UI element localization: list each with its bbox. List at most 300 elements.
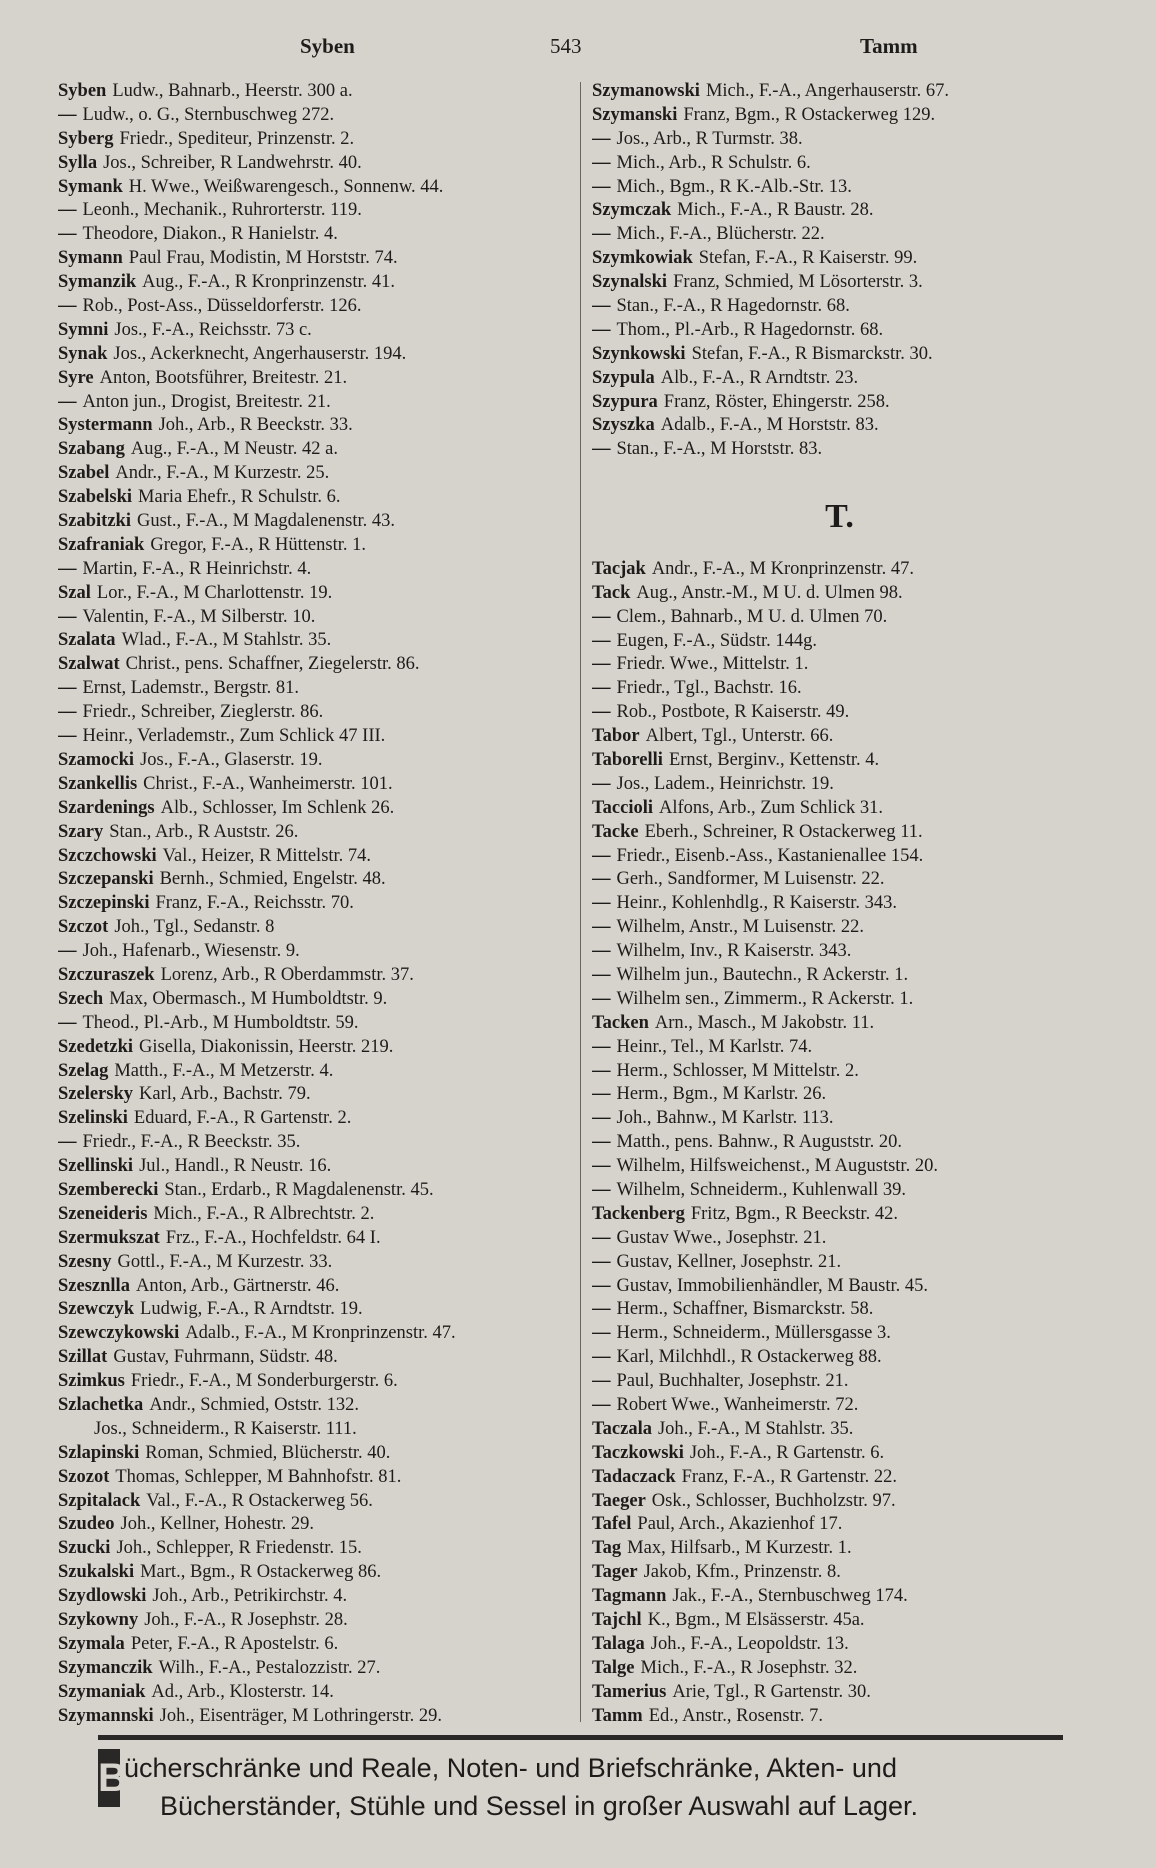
entry-details: Thom., Pl.-Arb., R Hagedornstr. 68. — [616, 319, 884, 340]
directory-entry — [58, 1155, 578, 1179]
directory-entry — [592, 1561, 1087, 1585]
entry-surname: Szelinski — [58, 1108, 128, 1129]
entry-surname: Talge — [592, 1657, 635, 1678]
directory-entry — [58, 1561, 578, 1585]
directory-entry — [592, 1155, 1087, 1179]
directory-entry — [58, 1585, 578, 1609]
entry-details: Alb., Schlosser, Im Schlenk 26. — [160, 797, 395, 818]
entry-surname: Symank — [58, 176, 123, 197]
directory-entry — [592, 104, 1087, 128]
entry-details: Fritz, Bgm., R Beeckstr. 42. — [690, 1203, 898, 1224]
entry-surname: — — [592, 773, 611, 794]
entry-details: Wilh., F.-A., Pestalozzistr. 27. — [158, 1657, 381, 1678]
entry-surname: Szankellis — [58, 773, 138, 794]
directory-entry — [58, 1370, 578, 1394]
directory-entry — [58, 1609, 578, 1633]
entry-details: Joh., F.-A., Leopoldstr. 13. — [650, 1633, 849, 1654]
directory-entry — [592, 1251, 1087, 1275]
entries-t — [592, 558, 1087, 1729]
entry-details: Joh., F.-A., R Gartenstr. 6. — [689, 1442, 885, 1463]
directory-entry — [58, 558, 578, 582]
entry-surname: Tackenberg — [592, 1203, 685, 1224]
directory-entry — [592, 988, 1087, 1012]
entry-details: Friedr., Tgl., Bachstr. 16. — [616, 678, 802, 699]
entry-details: Jos., Schreiber, R Landwehrstr. 40. — [103, 152, 362, 173]
directory-entry — [592, 176, 1087, 200]
entry-surname: Tag — [592, 1538, 622, 1559]
directory-entry — [58, 247, 578, 271]
directory-entry — [592, 606, 1087, 630]
entry-details: Wilhelm, Anstr., M Luisenstr. 22. — [616, 917, 864, 938]
entry-details: Friedr., Schreiber, Zieglerstr. 86. — [82, 702, 324, 723]
directory-entry — [592, 247, 1087, 271]
directory-entry — [592, 1394, 1087, 1418]
entry-details: Franz, F.-A., Reichsstr. 70. — [155, 893, 354, 914]
entry-details: Jos., Schneiderm., R Kaiserstr. 111. — [94, 1418, 357, 1439]
directory-entry — [592, 223, 1087, 247]
directory-entry — [58, 1322, 578, 1346]
directory-entry — [58, 677, 578, 701]
entry-surname: Szczuraszek — [58, 964, 155, 985]
entry-details: Wilhelm sen., Zimmerm., R Ackerstr. 1. — [616, 988, 914, 1009]
directory-entry — [592, 1083, 1087, 1107]
entry-surname: — — [592, 296, 611, 317]
directory-entry — [58, 1060, 578, 1084]
entry-surname: — — [592, 1251, 611, 1272]
entry-surname: Szymaniak — [58, 1681, 146, 1702]
entry-surname: Szabang — [58, 439, 125, 460]
entry-details: Christ., F.-A., Wanheimerstr. 101. — [143, 773, 393, 794]
directory-entry — [58, 1442, 578, 1466]
directory-entry — [592, 964, 1087, 988]
right-column — [592, 80, 1087, 1728]
entry-details: Joh., Bahnw., M Karlstr. 113. — [616, 1108, 834, 1129]
directory-entry — [58, 223, 578, 247]
entry-details: Gustav, Fuhrmann, Südstr. 48. — [113, 1347, 338, 1368]
entry-details: Ernst, Berginv., Kettenstr. 4. — [668, 749, 880, 770]
entry-surname: Szalata — [58, 630, 116, 651]
entry-surname: Szymkowiak — [592, 248, 693, 269]
entry-details: Jos., Ladem., Heinrichstr. 19. — [616, 773, 834, 794]
entry-surname: Szech — [58, 988, 104, 1009]
entry-details: Bernh., Schmied, Engelstr. 48. — [159, 869, 386, 890]
directory-entry — [58, 1083, 578, 1107]
directory-entry — [592, 80, 1087, 104]
entry-details: Alb., F.-A., R Arndtstr. 23. — [660, 367, 859, 388]
directory-entry — [592, 1633, 1087, 1657]
entry-details: Karl, Arb., Bachstr. 79. — [139, 1084, 311, 1105]
entry-details: Andr., F.-A., M Kurzestr. 25. — [115, 463, 330, 484]
directory-entry — [58, 1179, 578, 1203]
directory-entry — [592, 1203, 1087, 1227]
entry-details: Friedr., F.-A., M Sonderburgerstr. 6. — [130, 1371, 398, 1392]
entry-surname: — — [592, 319, 611, 340]
directory-entry — [592, 1370, 1087, 1394]
entry-surname: Syre — [58, 367, 94, 388]
directory-entry — [58, 1203, 578, 1227]
entry-details: Osk., Schlosser, Buchholzstr. 97. — [651, 1490, 896, 1511]
entry-details: Wilhelm, Hilfsweichenst., M Auguststr. 20. — [616, 1156, 938, 1177]
entry-details: Franz, Bgm., R Ostackerweg 129. — [683, 104, 936, 125]
entry-surname: — — [592, 1132, 611, 1153]
entry-details: Gregor, F.-A., R Hüttenstr. 1. — [150, 534, 366, 555]
directory-entry — [592, 295, 1087, 319]
directory-entry — [592, 1418, 1087, 1442]
entry-details: Matth., F.-A., M Metzerstr. 4. — [114, 1060, 334, 1081]
entry-details: Robert Wwe., Wanheimerstr. 72. — [616, 1395, 859, 1416]
entry-surname: Szardenings — [58, 797, 155, 818]
entry-surname: Tacke — [592, 821, 639, 842]
entry-details: Adalb., F.-A., M Kronprinzenstr. 47. — [185, 1323, 456, 1344]
directory-entry — [58, 534, 578, 558]
entry-details: Stan., Erdarb., R Magdalenenstr. 45. — [164, 1179, 434, 1200]
advertisement-line-2: Bücherständer, Stühle und Sessel in großer Auswahl auf Lager. — [160, 1791, 918, 1821]
directory-entry — [592, 892, 1087, 916]
entry-surname: Szczot — [58, 917, 109, 938]
directory-entry — [592, 677, 1087, 701]
entry-surname: — — [58, 200, 77, 221]
left-column — [58, 80, 578, 1728]
directory-entry — [592, 1322, 1087, 1346]
entry-surname: Szabelski — [58, 487, 133, 508]
entry-details: Christ., pens. Schaffner, Ziegelerstr. 86. — [125, 654, 420, 675]
directory-entry — [58, 414, 578, 438]
entry-surname: — — [592, 678, 611, 699]
entry-details: Paul Frau, Modistin, M Horststr. 74. — [128, 248, 398, 269]
entry-details: Heinr., Verlademstr., Zum Schlick 47 III. — [82, 726, 386, 747]
entry-details: Franz, Röster, Ehingerstr. 258. — [663, 391, 890, 412]
entry-surname: — — [592, 1371, 611, 1392]
directory-entry — [592, 1681, 1087, 1705]
entry-details: Maria Ehefr., R Schulstr. 6. — [138, 487, 341, 508]
entry-surname: — — [58, 726, 77, 747]
entry-details: Ad., Arb., Klosterstr. 14. — [151, 1681, 334, 1702]
directory-entry — [58, 606, 578, 630]
entry-details: Stan., F.-A., R Hagedornstr. 68. — [616, 296, 850, 317]
directory-entry — [58, 271, 578, 295]
entry-details: Mart., Bgm., R Ostackerweg 86. — [140, 1562, 382, 1583]
entry-details: Wilhelm jun., Bautechn., R Ackerstr. 1. — [616, 964, 909, 985]
entry-surname: Symanzik — [58, 272, 137, 293]
entry-surname: Symann — [58, 248, 123, 269]
entry-details: K., Bgm., M Elsässerstr. 45a. — [647, 1610, 865, 1631]
entry-details: Eugen, F.-A., Südstr. 144g. — [616, 630, 817, 651]
entry-surname: Szewczykowski — [58, 1323, 180, 1344]
entry-surname: Szczepanski — [58, 869, 154, 890]
entry-surname: Szabel — [58, 463, 110, 484]
entry-surname: Taczala — [592, 1418, 652, 1439]
entry-surname: Szimkus — [58, 1371, 125, 1392]
entry-details: Joh., Schlepper, R Friedenstr. 15. — [116, 1538, 362, 1559]
entry-details: Franz, Schmied, M Lösorterstr. 3. — [673, 272, 923, 293]
entry-surname: Taczkowski — [592, 1442, 684, 1463]
directory-entry — [58, 1657, 578, 1681]
directory-entry — [592, 391, 1087, 415]
directory-entry — [58, 152, 578, 176]
entry-surname: — — [58, 558, 77, 579]
entry-surname: — — [592, 224, 611, 245]
directory-entry — [58, 964, 578, 988]
entry-surname: Szal — [58, 582, 91, 603]
entry-surname: — — [592, 702, 611, 723]
directory-entry — [592, 1036, 1087, 1060]
entry-details: Jos., F.-A., Glaserstr. 19. — [140, 749, 323, 770]
entry-surname: Szabitzki — [58, 511, 131, 532]
page-number: 543 — [550, 34, 582, 58]
entry-surname: Szyszka — [592, 415, 655, 436]
entry-details: Arie, Tgl., R Gartenstr. 30. — [672, 1681, 871, 1702]
entry-surname: Szucki — [58, 1538, 111, 1559]
entry-details: Mich., F.-A., R Josephstr. 32. — [640, 1657, 858, 1678]
column-divider — [580, 82, 581, 1722]
directory-entry — [58, 1537, 578, 1561]
entry-details: Thomas, Schlepper, M Bahnhofstr. 81. — [115, 1466, 402, 1487]
entry-details: H. Wwe., Weißwarengesch., Sonnenw. 44. — [128, 176, 444, 197]
directory-entry — [58, 104, 578, 128]
directory-entry — [58, 80, 578, 104]
entry-surname: Tacjak — [592, 558, 646, 579]
entry-surname: Synak — [58, 343, 108, 364]
entry-details: Aug., F.-A., R Kronprinzenstr. 41. — [142, 272, 396, 293]
directory-entry — [58, 749, 578, 773]
entry-details: Stefan, F.-A., R Bismarckstr. 30. — [691, 343, 933, 364]
entry-details: Val., F.-A., R Ostackerweg 56. — [146, 1490, 373, 1511]
entry-surname: Szudeo — [58, 1514, 115, 1535]
entry-surname: Szukalski — [58, 1562, 135, 1583]
directory-entry — [592, 1609, 1087, 1633]
directory-entry — [58, 176, 578, 200]
entry-surname: Syberg — [58, 128, 114, 149]
entry-details: Andr., Schmied, Oststr. 132. — [149, 1394, 359, 1415]
directory-entry — [58, 582, 578, 606]
entry-details: Lor., F.-A., M Charlottenstr. 19. — [96, 582, 333, 603]
entry-details: Heinr., Kohlenhdlg., R Kaiserstr. 343. — [616, 893, 898, 914]
entry-details: Mich., Bgm., R K.-Alb.-Str. 13. — [616, 176, 852, 197]
advertisement-line-1: ücherschränke und Reale, Noten- und Briefschränke, Akten- und — [124, 1753, 897, 1783]
directory-entry — [58, 510, 578, 534]
entry-surname: — — [592, 1347, 611, 1368]
directory-entry — [592, 1107, 1087, 1131]
entry-surname: Szalwat — [58, 654, 120, 675]
entry-surname: Szesznlla — [58, 1275, 130, 1296]
entry-details: Jos., Arb., R Turmstr. 38. — [616, 128, 803, 149]
entry-details: Ernst, Lademstr., Bergstr. 81. — [82, 678, 299, 699]
entry-surname: Tacken — [592, 1012, 649, 1033]
directory-entry — [58, 199, 578, 223]
directory-entry — [58, 653, 578, 677]
entry-surname: Taccioli — [592, 797, 653, 818]
directory-entry — [58, 821, 578, 845]
directory-entry — [58, 892, 578, 916]
entry-details: Adalb., F.-A., M Horststr. 83. — [660, 415, 879, 436]
entry-surname: Tagmann — [592, 1586, 667, 1607]
entry-details: Valentin, F.-A., M Silberstr. 10. — [82, 606, 316, 627]
entry-details: Mich., F.-A., Blücherstr. 22. — [616, 224, 825, 245]
entry-details: Gisella, Diakonissin, Heerstr. 219. — [139, 1036, 394, 1057]
entry-surname: — — [592, 893, 611, 914]
advertisement-rule — [98, 1735, 1063, 1740]
entry-surname: — — [592, 606, 611, 627]
entry-surname: Szillat — [58, 1347, 108, 1368]
entry-details: Ludw., o. G., Sternbuschweg 272. — [82, 104, 335, 125]
running-head-right: Tamm — [860, 34, 918, 58]
directory-entry — [592, 558, 1087, 582]
entry-surname: Szamocki — [58, 749, 135, 770]
directory-entry — [58, 1418, 578, 1442]
entry-surname: — — [58, 941, 77, 962]
entry-surname: — — [592, 1275, 611, 1296]
entry-details: Eberh., Schreiner, R Ostackerweg 11. — [644, 821, 923, 842]
entry-details: Wilhelm, Schneiderm., Kuhlenwall 39. — [616, 1180, 907, 1200]
directory-entry — [592, 940, 1087, 964]
entry-surname: Tajchl — [592, 1610, 642, 1631]
directory-entry — [58, 1513, 578, 1537]
directory-entry — [592, 1490, 1087, 1514]
entry-details: Herm., Schneiderm., Müllersgasse 3. — [616, 1323, 891, 1344]
entry-details: Karl, Milchhdl., R Ostackerweg 88. — [616, 1347, 882, 1368]
entry-surname: — — [592, 845, 611, 866]
entry-surname: — — [58, 678, 77, 699]
directory-entry — [592, 128, 1087, 152]
directory-entry — [58, 295, 578, 319]
directory-entry — [592, 845, 1087, 869]
entry-surname: Tabor — [592, 726, 640, 747]
entry-details: Joh., Arb., Petrikirchstr. 4. — [152, 1586, 348, 1607]
entry-surname: Szlapinski — [58, 1442, 140, 1463]
directory-entry — [58, 773, 578, 797]
entry-surname: — — [592, 1180, 611, 1200]
directory-entry — [592, 1585, 1087, 1609]
entry-surname: — — [592, 1299, 611, 1320]
entry-surname: Szellinski — [58, 1156, 134, 1177]
entry-details: Mich., F.-A., R Baustr. 28. — [677, 200, 874, 221]
entry-details: Wlad., F.-A., M Stahlstr. 35. — [121, 630, 332, 651]
entry-surname: — — [592, 1395, 611, 1416]
entry-details: Aug., F.-A., M Neustr. 42 a. — [130, 439, 338, 460]
directory-entry — [58, 1251, 578, 1275]
directory-entry — [58, 343, 578, 367]
directory-entry — [592, 773, 1087, 797]
directory-entry — [592, 1012, 1087, 1036]
directory-entry — [592, 1537, 1087, 1561]
directory-entry — [592, 653, 1087, 677]
entry-details: Stefan, F.-A., R Kaiserstr. 99. — [698, 248, 918, 269]
directory-entry — [58, 797, 578, 821]
directory-entry — [58, 916, 578, 940]
directory-entry — [592, 1705, 1087, 1729]
entry-details: Friedr., F.-A., R Beeckstr. 35. — [82, 1132, 301, 1153]
entry-details: Mich., F.-A., Angerhauserstr. 67. — [705, 81, 950, 101]
entry-surname: — — [592, 1323, 611, 1344]
entry-details: Joh., F.-A., M Stahlstr. 35. — [657, 1418, 854, 1439]
entry-details: Joh., Arb., R Beeckstr. 33. — [158, 415, 353, 436]
entry-surname: — — [592, 630, 611, 651]
entry-details: Lorenz, Arb., R Oberdammstr. 37. — [160, 964, 414, 985]
directory-entry — [58, 701, 578, 725]
entry-details: Theodore, Diakon., R Hanielstr. 4. — [82, 224, 338, 245]
directory-entry — [58, 486, 578, 510]
entry-details: Wilhelm, Inv., R Kaiserstr. 343. — [616, 941, 852, 962]
entry-details: Stan., F.-A., M Horststr. 83. — [616, 439, 823, 460]
entry-details: Friedr., Spediteur, Prinzenstr. 2. — [119, 128, 355, 149]
entry-details: Eduard, F.-A., R Gartenstr. 2. — [133, 1108, 352, 1129]
entry-details: Paul, Arch., Akazienhof 17. — [637, 1514, 843, 1535]
directory-entry — [58, 629, 578, 653]
entry-surname: Szymanczik — [58, 1657, 153, 1678]
entry-details: Stan., Arb., R Auststr. 26. — [109, 821, 299, 842]
entry-surname: — — [58, 1012, 77, 1033]
directory-entry — [592, 1298, 1087, 1322]
directory-entry — [58, 845, 578, 869]
entry-surname: Szeneideris — [58, 1203, 148, 1224]
directory-entry — [592, 1657, 1087, 1681]
entry-details: Andr., F.-A., M Kronprinzenstr. 47. — [651, 558, 914, 579]
entry-details: Rob., Postbote, R Kaiserstr. 49. — [616, 702, 850, 723]
entry-details: Anton, Arb., Gärtnerstr. 46. — [135, 1275, 340, 1296]
directory-entry — [592, 438, 1087, 462]
entry-surname: — — [592, 439, 611, 460]
entry-surname: — — [58, 391, 77, 412]
entry-details: Anton, Bootsführer, Breitestr. 21. — [99, 367, 348, 388]
entry-details: Gust., F.-A., M Magdalenenstr. 43. — [136, 511, 395, 532]
entry-surname: — — [592, 128, 611, 149]
entry-surname: Szary — [58, 821, 104, 842]
entry-details: Theod., Pl.-Arb., M Humboldtstr. 59. — [82, 1012, 359, 1033]
directory-entry — [592, 1060, 1087, 1084]
directory-entry — [592, 868, 1087, 892]
directory-entry — [592, 749, 1087, 773]
directory-entry — [592, 343, 1087, 367]
entry-details: Friedr., Eisenb.-Ass., Kastanienallee 154. — [616, 845, 924, 866]
directory-entry — [592, 1466, 1087, 1490]
entry-surname: Szpitalack — [58, 1490, 141, 1511]
entry-surname: Szedetzki — [58, 1036, 134, 1057]
entry-surname: — — [592, 176, 611, 197]
directory-entry — [58, 391, 578, 415]
directory-entry — [58, 1107, 578, 1131]
entry-surname: Talaga — [592, 1633, 645, 1654]
directory-entry — [592, 916, 1087, 940]
directory-entry — [58, 367, 578, 391]
directory-entry — [592, 271, 1087, 295]
entry-surname: Szemberecki — [58, 1179, 159, 1200]
entry-surname: — — [592, 1036, 611, 1057]
entry-surname: — — [58, 224, 77, 245]
directory-entry — [58, 1298, 578, 1322]
entry-details: Val., Heizer, R Mittelstr. 74. — [162, 845, 372, 866]
directory-entry — [58, 1466, 578, 1490]
entry-surname: Szafraniak — [58, 534, 145, 555]
entry-surname: — — [592, 1084, 611, 1105]
directory-entry — [592, 1227, 1087, 1251]
section-heading: T. — [825, 498, 854, 536]
directory-entry — [58, 1633, 578, 1657]
entry-surname: Tack — [592, 582, 631, 603]
entry-surname: Tamerius — [592, 1681, 667, 1702]
entry-details: Mich., F.-A., R Albrechtstr. 2. — [153, 1203, 375, 1224]
entry-surname: Symni — [58, 319, 109, 340]
entry-surname: Szynkowski — [592, 343, 686, 364]
entry-surname: Taborelli — [592, 749, 663, 770]
entry-details: Arn., Masch., M Jakobstr. 11. — [654, 1012, 875, 1033]
directory-entry — [592, 1131, 1087, 1155]
directory-entry — [58, 1275, 578, 1299]
entry-details: Ed., Anstr., Rosenstr. 7. — [648, 1705, 823, 1726]
directory-entry — [592, 152, 1087, 176]
entry-surname: Tamm — [592, 1705, 643, 1726]
entry-details: Max, Hilfsarb., M Kurzestr. 1. — [627, 1538, 852, 1559]
entry-details: Gerh., Sandformer, M Luisenstr. 22. — [616, 869, 885, 890]
